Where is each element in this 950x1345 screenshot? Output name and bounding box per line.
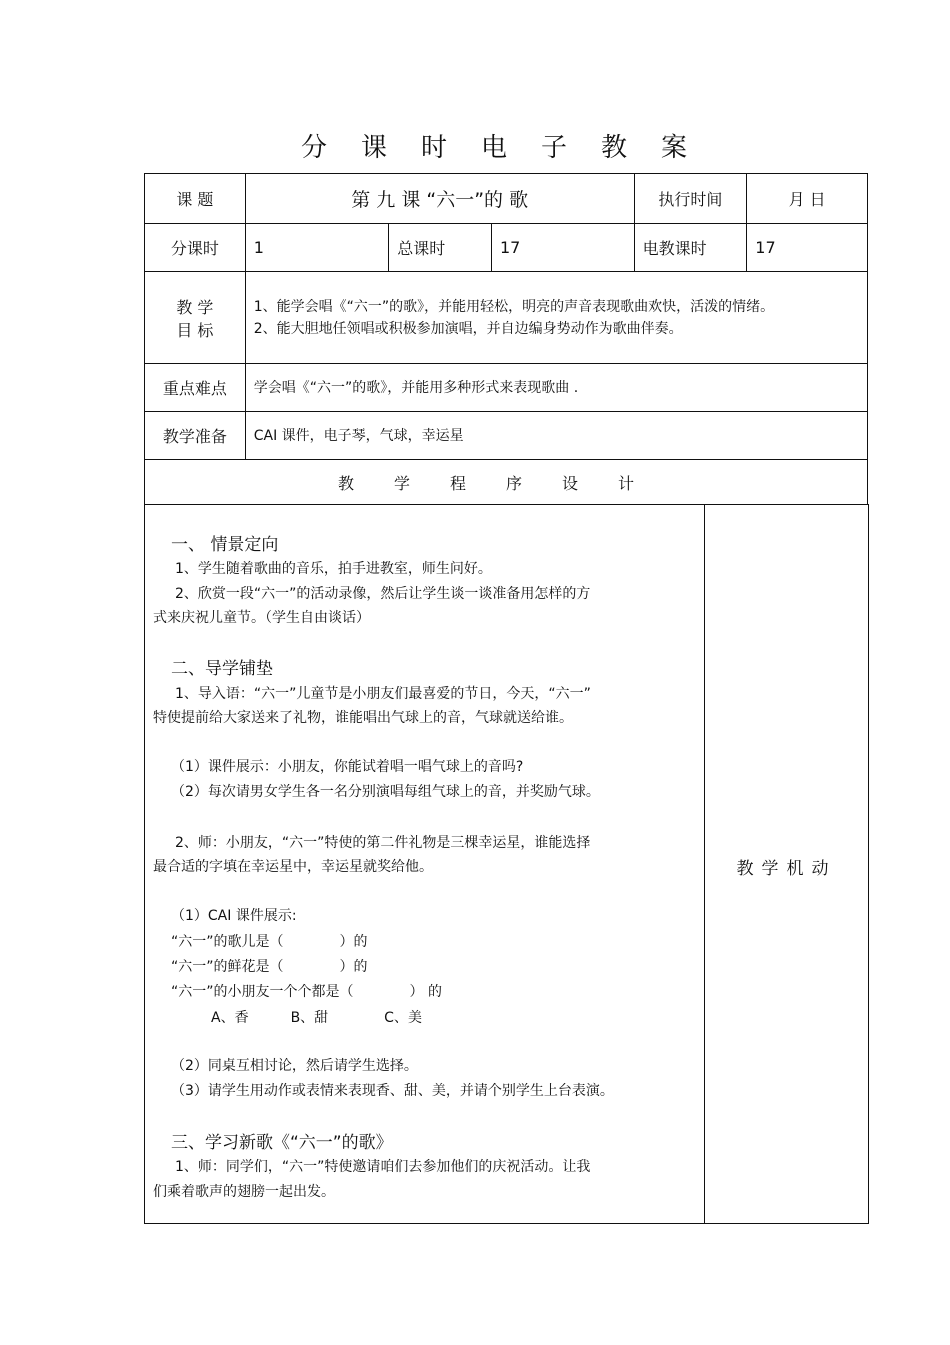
e-value: 17: [747, 224, 868, 272]
section-3-title: 三、学习新歌《“六一”的歌》: [171, 1133, 393, 1153]
section-2-title: 二、导学铺垫: [171, 659, 273, 679]
s2-line-1-i: （1）课件展示：小朋友，你能试着唱一唱气球上的音吗?: [171, 759, 524, 775]
period-label: 分课时: [145, 224, 246, 272]
s2-line-2a: 2、师：小朋友，“六一”特使的第二件礼物是三棵幸运星，谁能选择: [175, 835, 591, 851]
s1-line-2a: 2、欣赏一段“六一”的活动录像，然后让学生谈一谈准备用怎样的方: [175, 586, 591, 602]
s2-line-1b: 特使提前给大家送来了礼物，谁能唱出气球上的音，气球就送给谁。: [153, 710, 573, 726]
prep-label: 教学准备: [145, 412, 246, 460]
s2-line-2b: 最合适的字填在幸运星中，幸运星就奖给他。: [153, 859, 433, 875]
section-1-title: 一、 情景定向: [171, 535, 279, 555]
goal-label-2: 目 标: [176, 320, 214, 340]
page-title: 分课时电子教案: [300, 133, 721, 163]
goal-1: 1、能学会唱《“六一”的歌》，并能用轻松，明亮的声音表现歌曲欢快，活泼的情绪。: [253, 298, 775, 315]
side-label: 教学机动: [736, 859, 837, 879]
key-label: 重点难点: [145, 364, 246, 412]
s1-line-2b: 式来庆祝儿童节。（学生自由谈话）: [153, 610, 370, 626]
lesson-body: [144, 504, 869, 1224]
s2-line-1-ii: （2）每次请男女学生各一名分别演唱每组气球上的音，并奖励气球。: [171, 784, 600, 800]
design-label: 教学程序设计: [145, 460, 868, 505]
goal-label-1: 教 学: [176, 297, 214, 317]
quiz-options: A、香 B、甜 C、美: [211, 1010, 422, 1026]
e-label: 电教课时: [634, 224, 747, 272]
quiz-line-2: “六一”的鲜花是（ ）的: [171, 959, 368, 975]
procedure-column: [145, 504, 705, 1223]
s2-line-2-ii: （2）同桌互相讨论，然后请学生选择。: [171, 1058, 418, 1074]
topic-label: 课 题: [145, 174, 246, 224]
total-value: 17: [492, 224, 635, 272]
s3-line-1b: 们乘着歌声的翅膀一起出发。: [153, 1184, 335, 1200]
period-value: 1: [245, 224, 389, 272]
total-label: 总课时: [389, 224, 492, 272]
exec-time-label: 执行时间: [634, 174, 747, 224]
s1-line-1: 1、学生随着歌曲的音乐，拍手进教室，师生问好。: [175, 561, 492, 577]
goal-2: 2、能大胆地任领唱或积极参加演唱，并自边编身势动作为歌曲伴奏。: [253, 320, 683, 337]
notes-column: [705, 504, 868, 1223]
lesson-header-table: [144, 173, 868, 505]
topic-value: 第 九 课 “六一”的 歌: [245, 174, 634, 224]
key-value: 学会唱《“六一”的歌》，并能用多种形式来表现歌曲 .: [245, 364, 867, 412]
s2-line-2-iii: （3）请学生用动作或表情来表现香、甜、美，并请个别学生上台表演。: [171, 1083, 614, 1099]
prep-value: CAI 课件，电子琴，气球，幸运星: [245, 412, 867, 460]
s2-line-2-i: （1）CAI 课件展示:: [171, 908, 297, 924]
quiz-line-3: “六一”的小朋友一个个都是（ ） 的: [171, 984, 442, 1000]
exec-time-value: 月 日: [747, 174, 868, 224]
s2-line-1a: 1、导入语：“六一”儿童节是小朋友们最喜爱的节日，今天，“六一”: [175, 686, 591, 702]
s3-line-1a: 1、师：同学们，“六一”特使邀请咱们去参加他们的庆祝活动。让我: [175, 1159, 591, 1175]
quiz-line-1: “六一”的歌儿是（ ）的: [171, 934, 368, 950]
